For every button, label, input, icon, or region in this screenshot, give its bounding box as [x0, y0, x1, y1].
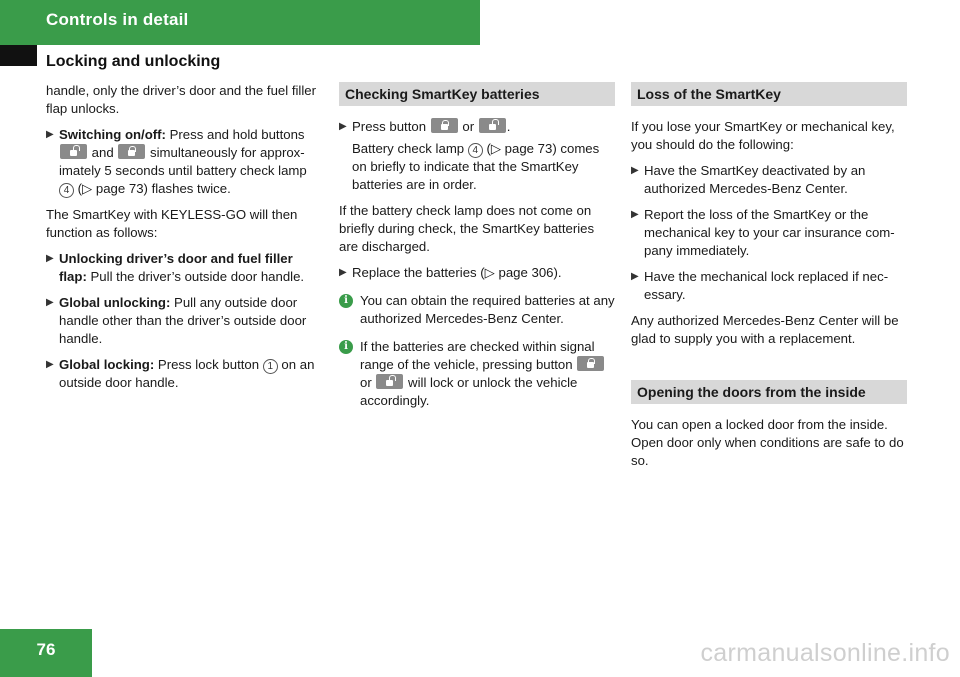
bullet-report-loss [631, 206, 907, 260]
page-number-tab [0, 629, 92, 677]
bullet-press-button [339, 118, 615, 194]
bullet-text: Battery check lamp [352, 141, 468, 156]
paragraph-keyless: The SmartKey with KEYLESS-GO will then function as follows: [46, 207, 298, 240]
heading-opening-doors: Opening the doors from the inside [631, 380, 907, 404]
lock-button-icon [118, 144, 145, 159]
unlock-button-icon [60, 144, 87, 159]
bullet-unlocking-driver [46, 250, 322, 286]
bullet-replace-batteries [339, 264, 615, 282]
paragraph-discharged: If the battery check lamp does not come on briefly during check, the SmartKey batteries are discharged. [339, 203, 595, 254]
bullet-subtext [352, 140, 615, 194]
paragraph-open-inside: You can open a locked door from the inside. Open door only when conditions are safe to do so. [631, 417, 904, 468]
info-icon: i [339, 340, 353, 354]
chapter-title: Controls in detail [46, 10, 189, 29]
info-text: will lock or unlock the vehicle accordingly. [360, 375, 578, 408]
bullet-text: Pull the driver’s outside door handle. [86, 269, 305, 284]
callout-number: 4 [468, 143, 483, 158]
bullet-global-locking [46, 356, 322, 392]
bullet-label: Global locking: [59, 357, 155, 372]
arrow-bullet-icon: ▶ [46, 253, 54, 264]
bullet-label: Unlocking driver’s door and fuel filler flap: [59, 251, 293, 284]
info-icon: i [339, 294, 353, 308]
lock-button-icon [431, 118, 458, 133]
arrow-bullet-icon: ▶ [46, 297, 54, 308]
arrow-bullet-icon: ▶ [339, 267, 347, 278]
paragraph-continuation: handle, only the driver’s door and the fuel filler flap unlocks. [46, 83, 317, 116]
bullet-switching [46, 126, 322, 198]
paragraph-replacement: Any authorized Mercedes-Benz Center will be glad to supply you with a replacement. [631, 313, 899, 346]
bullet-text: Replace the batteries (▷ page 306). [352, 265, 562, 280]
bullet-text: Report the loss of the SmartKey or the mechanical key to your car insurance com-pany immediately. [644, 207, 895, 258]
column-middle [339, 82, 615, 418]
bullet-label: Global unlocking: [59, 295, 171, 310]
bullet-text: Have the SmartKey deactivated by an authorized Mercedes-Benz Center. [644, 163, 866, 196]
heading-loss-smartkey: Loss of the SmartKey [631, 82, 907, 106]
bullet-text: or [458, 119, 478, 134]
unlock-button-icon [479, 118, 506, 133]
bullet-text: and [88, 145, 118, 160]
column-left [46, 82, 322, 400]
bullet-label: Switching on/off: [59, 127, 166, 142]
paragraph-loss: If you lose your SmartKey or mechanical key, you should do the following: [631, 119, 895, 152]
lock-button-icon [577, 356, 604, 371]
chapter-header-bar [0, 0, 480, 45]
info-text: or [360, 375, 376, 390]
bullet-replace-lock [631, 268, 907, 304]
heading-checking-batteries: Checking SmartKey batteries [339, 82, 615, 106]
callout-number: 1 [263, 359, 278, 374]
info-note-signal-range [339, 338, 615, 410]
callout-number: 4 [59, 183, 74, 198]
arrow-bullet-icon: ▶ [631, 271, 639, 282]
info-note-batteries [339, 292, 615, 328]
arrow-bullet-icon: ▶ [339, 121, 347, 132]
bullet-text: simultaneously for approx-imately 5 seconds until battery check lamp [59, 145, 307, 178]
section-marker [0, 45, 37, 66]
watermark-text: carmanualsonline.info [700, 639, 950, 667]
bullet-text: Have the mechanical lock replaced if nec-essary. [644, 269, 889, 302]
section-title: Locking and unlocking [46, 53, 221, 70]
bullet-text: (▷ page 73) flashes twice. [74, 181, 231, 196]
info-text: You can obtain the required batteries at any authorized Mercedes-Benz Center. [360, 293, 615, 326]
bullet-text: on an outside door handle. [59, 357, 315, 390]
info-text: If the batteries are checked within signal range of the vehicle, pressing button [360, 339, 595, 372]
bullet-text: . [506, 119, 511, 134]
bullet-deactivate [631, 162, 907, 198]
bullet-text: (▷ page 73) comes on briefly to indicate that the SmartKey batteries are in order. [352, 141, 600, 192]
bullet-text: Press and hold buttons [165, 127, 305, 142]
column-right [631, 82, 907, 478]
bullet-global-unlocking [46, 294, 322, 348]
arrow-bullet-icon: ▶ [46, 129, 54, 140]
page-number: 76 [36, 640, 56, 659]
unlock-button-icon [376, 374, 403, 389]
arrow-bullet-icon: ▶ [631, 209, 639, 220]
arrow-bullet-icon: ▶ [46, 359, 54, 370]
arrow-bullet-icon: ▶ [631, 165, 639, 176]
bullet-text: Pull any outside door handle other than the driver’s outside door handle. [59, 295, 307, 346]
bullet-text: Press button [352, 119, 430, 134]
bullet-text: Press lock button [154, 357, 263, 372]
